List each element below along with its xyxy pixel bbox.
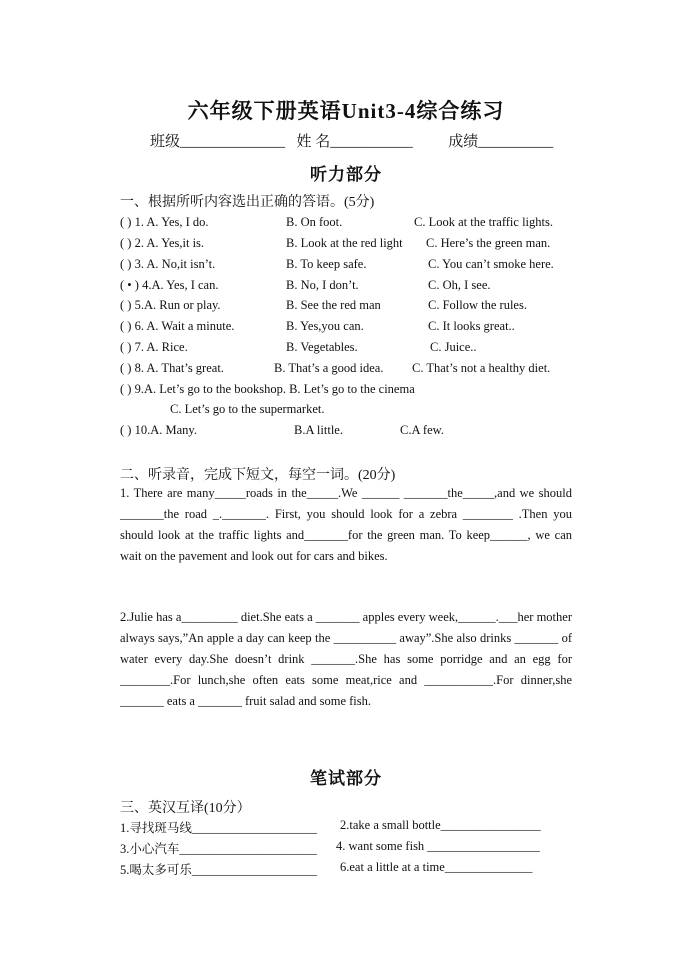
page-title: 六年级下册英语Unit3-4综合练习 xyxy=(187,99,505,123)
question-option-a: ( ) 8. A. That’s great. xyxy=(120,361,224,375)
name-field-label: 姓 名___________ xyxy=(296,134,413,150)
question-option-c: C. Juice.. xyxy=(430,340,477,354)
listening-part-title: 听力部分 xyxy=(310,165,382,184)
question-option-c: C. You can’t smoke here. xyxy=(428,257,554,271)
translation-item-right: 6.eat a little at a time______________ xyxy=(340,860,533,874)
question-option-b: B. To keep safe. xyxy=(286,257,367,271)
question-option-c: C. Let’s go to the supermarket. xyxy=(170,402,325,416)
class-field-label: 班级______________ xyxy=(150,134,286,150)
question-option-a: ( ) 10.A. Many. xyxy=(120,423,197,437)
section2-title: 二、听录音，完成下短文，每空一词。(20分) xyxy=(120,468,396,483)
question-option-b: B. No, I don’t. xyxy=(286,278,359,292)
question-option-b: B. See the red man xyxy=(286,298,381,312)
question-option-b: B. Vegetables. xyxy=(286,340,358,354)
question-option-c: C. It looks great.. xyxy=(428,319,515,333)
section1-title: 一、根据所听内容选出正确的答语。(5分) xyxy=(120,195,375,210)
question-option-a: ( ) 2. A. Yes,it is. xyxy=(120,236,205,250)
translation-item-left: 1.寻找斑马线____________________ xyxy=(120,821,317,835)
question-option-b: B.A little. xyxy=(294,423,343,437)
passage-1: 1. There are many_____roads in the_____.We ______ _______the_____,and we should _______the road _._______. First, you should look for a zebra ________ .Then you should look at the traffic lights and_______for the green man. To keep______, we can wait on the pavement and look out for cars and bikes. xyxy=(120,486,572,563)
question-option-b: B. That’s a good idea. xyxy=(274,361,384,375)
question-option-c: C. That’s not a healthy diet. xyxy=(412,361,551,375)
translation-item-right: 2.take a small bottle________________ xyxy=(340,818,541,832)
question-line: ( ) 9.A. Let’s go to the bookshop. B. Let’s go to the cinema xyxy=(120,382,415,396)
question-option-a: ( ) 3. A. No,it isn’t. xyxy=(120,257,216,271)
question-option-b: B. On foot. xyxy=(286,215,343,229)
translation-item-left: 3.小心汽车______________________ xyxy=(120,842,317,856)
question-option-b: B. Look at the red light xyxy=(286,236,403,250)
question-option-a: ( ) 5.A. Run or play. xyxy=(120,298,221,312)
question-option-c: C. Here’s the green man. xyxy=(426,236,551,250)
writing-part-title: 笔试部分 xyxy=(310,769,382,788)
question-option-a: ( ) 1. A. Yes, I do. xyxy=(120,215,209,229)
question-option-b: B. Yes,you can. xyxy=(286,319,364,333)
student-info-line xyxy=(150,130,553,151)
question-option-a: ( • ) 4.A. Yes, I can. xyxy=(120,278,219,292)
question-option-c: C. Follow the rules. xyxy=(428,298,527,312)
passage-2: 2.Julie has a_________ diet.She eats a _______ apples every week,______.___her mother always says,”An apple a day can keep the __________ away”.She also drinks _______ of water every day.She doesn’t drink _______.She has some porridge and an egg for ________.For lunch,she often eats some meat,rice and ___________.For dinner,she _______ eats a _______ fruit salad and some fish. xyxy=(120,610,572,708)
question-option-a: ( ) 6. A. Wait a minute. xyxy=(120,319,235,333)
translation-item-right: 4. want some fish __________________ xyxy=(336,839,540,853)
question-option-c: C. Look at the traffic lights. xyxy=(414,215,553,229)
translation-item-left: 5.喝太多可乐____________________ xyxy=(120,863,317,877)
score-field-label: 成绩__________ xyxy=(448,134,554,150)
question-option-c: C.A few. xyxy=(400,423,444,437)
section3-title: 三、英汉互译(10分） xyxy=(120,801,251,816)
question-option-c: C. Oh, I see. xyxy=(428,278,491,292)
question-option-a: ( ) 7. A. Rice. xyxy=(120,340,188,354)
